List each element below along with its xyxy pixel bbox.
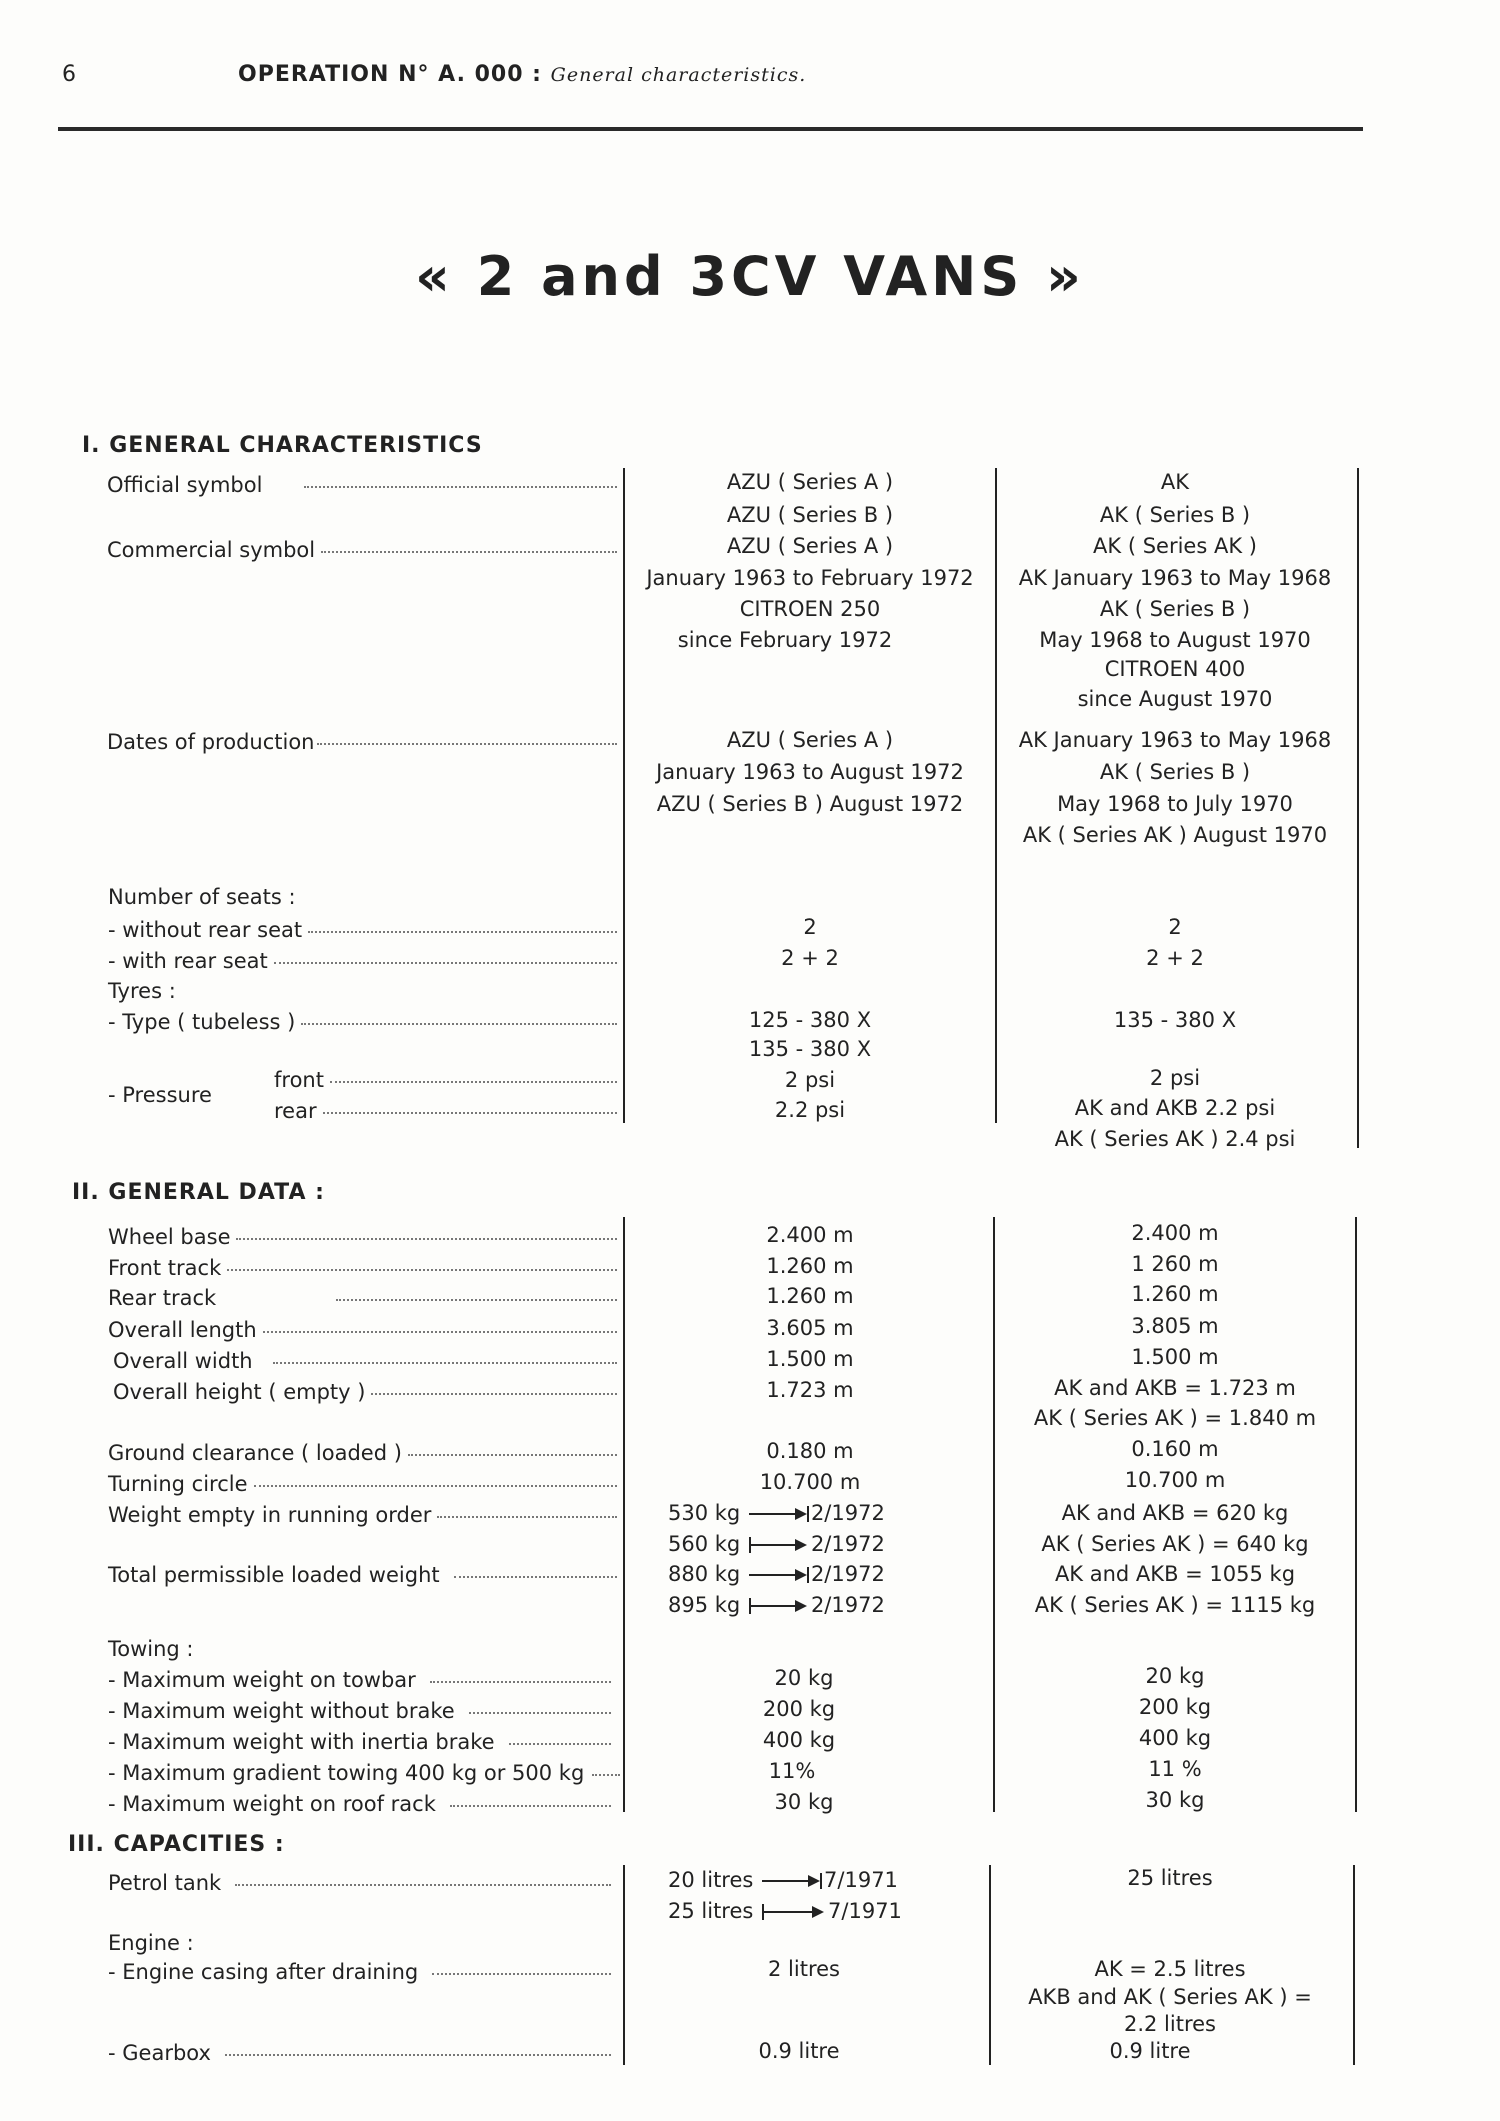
ak-length: 3.805 m <box>1131 1314 1219 1338</box>
azu-total-weight-row-1: 880 kg 2/1972 <box>668 1562 885 1586</box>
azu-length: 3.605 m <box>766 1316 854 1340</box>
azu-gearbox: 0.9 litre <box>758 2039 840 2063</box>
azu-dates-3: AZU ( Series B ) August 1972 <box>656 792 964 816</box>
ak-dates-4: AK ( Series AK ) August 1970 <box>1022 823 1328 847</box>
label-front-track: Front track <box>108 1256 617 1280</box>
label-dates-of-production: Dates of production <box>107 730 617 754</box>
azu-pressure-rear: 2.2 psi <box>774 1098 846 1122</box>
section-general-data: II. GENERAL DATA : <box>72 1180 325 1205</box>
azu-seats-without: 2 <box>803 915 817 939</box>
ak-total-weight-1: AK and AKB = 1055 kg <box>1054 1562 1296 1586</box>
label-pressure: - Pressure <box>108 1083 212 1107</box>
ak-commercial-5: since August 1970 <box>1077 687 1273 711</box>
ak-no-brake: 200 kg <box>1138 1695 1212 1719</box>
azu-pressure-front: 2 psi <box>784 1068 836 1092</box>
ak-official-3: AK ( Series AK ) <box>1093 534 1257 558</box>
ak-commercial-1: AK January 1963 to May 1968 <box>1018 566 1332 590</box>
page-title: « 2 and 3CV VANS » <box>415 245 1085 308</box>
label-without-rear-seat: - without rear seat <box>108 918 617 942</box>
ak-total-weight-2: AK ( Series AK ) = 1115 kg <box>1034 1593 1316 1617</box>
ak-weight-empty-1: AK and AKB = 620 kg <box>1061 1501 1289 1525</box>
ak-dates-2: AK ( Series B ) <box>1099 760 1251 784</box>
ak-dates-3: May 1968 to July 1970 <box>1057 792 1293 816</box>
label-total-weight: Total permissible loaded weight <box>108 1563 617 1587</box>
label-turning-circle: Turning circle <box>108 1472 617 1496</box>
ak-towbar: 20 kg <box>1145 1664 1205 1688</box>
until-arrow-icon <box>762 1875 822 1887</box>
ak-gradient: 11 % <box>1148 1757 1202 1781</box>
label-rear-track: Rear track <box>108 1286 617 1310</box>
ak-commercial-2: AK ( Series B ) <box>1099 597 1251 621</box>
azu-petrol-row-2: 25 litres 7/1971 <box>668 1899 902 1923</box>
azu-weight-empty-row-2: 560 kg 2/1972 <box>668 1532 885 1556</box>
ak-dates-1: AK January 1963 to May 1968 <box>1018 728 1332 752</box>
azu-height: 1.723 m <box>766 1378 854 1402</box>
ak-roof: 30 kg <box>1145 1788 1205 1812</box>
ak-seats-with: 2 + 2 <box>1146 946 1204 970</box>
ak-turning-circle: 10.700 m <box>1124 1468 1226 1492</box>
azu-weight-empty-row-1: 530 kg 2/1972 <box>668 1501 885 1525</box>
from-arrow-icon <box>749 1600 809 1612</box>
section-general-characteristics: I. GENERAL CHARACTERISTICS <box>82 433 483 458</box>
ak-commercial-4: CITROEN 400 <box>1104 657 1246 681</box>
label-petrol-tank: Petrol tank <box>108 1871 611 1895</box>
ak-gearbox: 0.9 litre <box>1109 2039 1191 2063</box>
ak-weight-empty-2: AK ( Series AK ) = 640 kg <box>1041 1532 1309 1556</box>
label-overall-length: Overall length <box>108 1318 617 1342</box>
ak-width: 1.500 m <box>1131 1345 1219 1369</box>
azu-tyre-type-1: 125 - 380 X <box>748 1008 872 1032</box>
label-with-rear-seat: - with rear seat <box>108 949 617 973</box>
ak-front-track: 1 260 m <box>1131 1252 1219 1276</box>
until-arrow-icon <box>749 1569 809 1581</box>
label-number-of-seats: Number of seats : <box>108 885 296 909</box>
ak-height-1: AK and AKB = 1.723 m <box>1054 1376 1296 1400</box>
operation-number: OPERATION N° A. 000 : <box>238 62 542 87</box>
ak-rear-track: 1.260 m <box>1131 1282 1219 1306</box>
ak-wheel-base: 2.400 m <box>1131 1221 1219 1245</box>
azu-inertia: 400 kg <box>762 1728 836 1752</box>
operation-subtitle: General characteristics. <box>550 64 807 86</box>
azu-official-2: AZU ( Series B ) <box>726 503 894 527</box>
azu-turning-circle: 10.700 m <box>759 1470 861 1494</box>
from-arrow-icon <box>762 1906 826 1918</box>
label-type-tubeless: - Type ( tubeless ) <box>108 1010 617 1034</box>
label-ground-clearance: Ground clearance ( loaded ) <box>108 1441 617 1465</box>
page-number: 6 <box>62 62 76 87</box>
label-max-gradient: - Maximum gradient towing 400 kg or 500 kg <box>108 1761 620 1785</box>
ak-height-2: AK ( Series AK ) = 1.840 m <box>1033 1406 1317 1430</box>
ak-petrol: 25 litres <box>1127 1866 1213 1890</box>
from-arrow-icon <box>749 1539 809 1551</box>
label-commercial-symbol: Commercial symbol <box>107 538 617 562</box>
azu-ground-clearance: 0.180 m <box>766 1439 854 1463</box>
azu-commercial-1: AZU ( Series A ) <box>726 534 894 558</box>
label-pressure-rear: rear <box>274 1099 617 1123</box>
ak-official-2: AK ( Series B ) <box>1099 503 1251 527</box>
column-divider <box>1357 468 1359 1148</box>
azu-commercial-3: CITROEN 250 <box>739 597 881 621</box>
ak-tyre-type: 135 - 380 X <box>1113 1008 1237 1032</box>
until-arrow-icon <box>749 1508 809 1520</box>
azu-dates-1: AZU ( Series A ) <box>726 728 894 752</box>
azu-total-weight-row-2: 895 kg 2/1972 <box>668 1593 885 1617</box>
ak-engine-casing-2: AKB and AK ( Series AK ) = <box>1028 1985 1312 2009</box>
label-wheel-base: Wheel base <box>108 1225 617 1249</box>
header-rule <box>58 127 1363 131</box>
label-weight-empty: Weight empty in running order <box>108 1503 617 1527</box>
ak-engine-casing-3: 2.2 litres <box>1123 2012 1216 2036</box>
label-tyres: Tyres : <box>108 979 176 1003</box>
azu-seats-with: 2 + 2 <box>781 946 839 970</box>
azu-engine-casing: 2 litres <box>768 1957 840 1981</box>
label-max-roof: - Maximum weight on roof rack <box>108 1792 611 1816</box>
column-divider <box>1355 1217 1357 1812</box>
azu-width: 1.500 m <box>766 1347 854 1371</box>
azu-gradient: 11% <box>768 1759 816 1783</box>
azu-dates-2: January 1963 to August 1972 <box>656 760 964 784</box>
label-max-inertia: - Maximum weight with inertia brake <box>108 1730 611 1754</box>
azu-tyre-type-2: 135 - 380 X <box>748 1037 872 1061</box>
section-capacities: III. CAPACITIES : <box>68 1832 285 1857</box>
ak-pressure-rear-1: AK and AKB 2.2 psi <box>1074 1096 1276 1120</box>
azu-petrol-row-1: 20 litres 7/1971 <box>668 1868 898 1892</box>
azu-wheel-base: 2.400 m <box>766 1223 854 1247</box>
ak-pressure-front: 2 psi <box>1149 1066 1201 1090</box>
ak-engine-casing-1: AK = 2.5 litres <box>1094 1957 1246 1981</box>
azu-rear-track: 1.260 m <box>766 1284 854 1308</box>
label-overall-height: Overall height ( empty ) <box>113 1380 617 1404</box>
azu-front-track: 1.260 m <box>766 1254 854 1278</box>
azu-towbar: 20 kg <box>774 1666 834 1690</box>
label-towing: Towing : <box>108 1637 194 1661</box>
label-max-no-brake: - Maximum weight without brake <box>108 1699 611 1723</box>
ak-inertia: 400 kg <box>1138 1726 1212 1750</box>
azu-commercial-4: since February 1972 <box>677 628 893 652</box>
column-divider <box>1353 1865 1355 2065</box>
azu-commercial-2: January 1963 to February 1972 <box>646 566 974 590</box>
label-pressure-front: front <box>274 1068 617 1092</box>
ak-official-1: AK <box>1160 470 1190 494</box>
label-engine-casing: - Engine casing after draining <box>108 1960 611 1984</box>
azu-roof: 30 kg <box>774 1790 834 1814</box>
ak-ground-clearance: 0.160 m <box>1131 1437 1219 1461</box>
ak-pressure-rear-2: AK ( Series AK ) 2.4 psi <box>1054 1127 1296 1151</box>
azu-official-1: AZU ( Series A ) <box>726 470 894 494</box>
operation-header <box>238 62 806 87</box>
label-gearbox: - Gearbox <box>108 2041 611 2065</box>
label-max-towbar: - Maximum weight on towbar <box>108 1668 611 1692</box>
label-official-symbol: Official symbol <box>107 473 617 497</box>
ak-seats-without: 2 <box>1168 915 1182 939</box>
azu-no-brake: 200 kg <box>762 1697 836 1721</box>
ak-commercial-3: May 1968 to August 1970 <box>1039 628 1311 652</box>
label-overall-width: Overall width <box>113 1349 617 1373</box>
label-engine: Engine : <box>108 1931 194 1955</box>
